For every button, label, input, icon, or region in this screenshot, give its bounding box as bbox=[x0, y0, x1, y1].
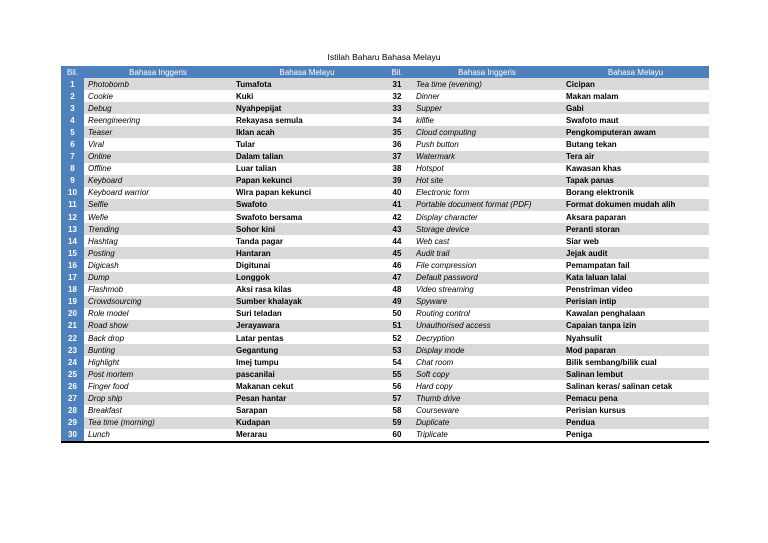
malay-term-right: Perisian kursus bbox=[562, 405, 709, 417]
malay-term-right: Gabi bbox=[562, 102, 709, 114]
table-row bbox=[61, 356, 709, 368]
row-number-left: 13 bbox=[61, 223, 84, 235]
english-term-right: Routing control bbox=[412, 308, 562, 320]
malay-term-left: Gegantung bbox=[232, 344, 382, 356]
table-row bbox=[61, 368, 709, 380]
row-number-left: 23 bbox=[61, 344, 84, 356]
malay-term-left: Iklan acah bbox=[232, 126, 382, 138]
malay-term-left: Merarau bbox=[232, 429, 382, 442]
malay-term-right: Peniga bbox=[562, 429, 709, 442]
header-english-1: Bahasa Inggeris bbox=[84, 66, 232, 78]
row-number-left: 17 bbox=[61, 272, 84, 284]
row-number-right: 52 bbox=[382, 332, 412, 344]
english-term-left: Wefie bbox=[84, 211, 232, 223]
row-number-left: 29 bbox=[61, 417, 84, 429]
english-term-left: Role model bbox=[84, 308, 232, 320]
english-term-right: Display mode bbox=[412, 344, 562, 356]
malay-term-right: Mod paparan bbox=[562, 344, 709, 356]
english-term-left: Keyboard warrior bbox=[84, 187, 232, 199]
malay-term-left: Swafoto bbox=[232, 199, 382, 211]
english-term-left: Breakfast bbox=[84, 405, 232, 417]
row-number-right: 59 bbox=[382, 417, 412, 429]
header-bil-1: Bil. bbox=[61, 66, 84, 78]
row-number-left: 14 bbox=[61, 235, 84, 247]
english-term-right: Hotspot bbox=[412, 163, 562, 175]
table-row bbox=[61, 90, 709, 102]
english-term-right: Thumb drive bbox=[412, 392, 562, 404]
malay-term-right: Swafoto maut bbox=[562, 114, 709, 126]
english-term-right: Cloud computing bbox=[412, 126, 562, 138]
row-number-left: 16 bbox=[61, 259, 84, 271]
row-number-left: 6 bbox=[61, 138, 84, 150]
english-term-left: Flashmob bbox=[84, 284, 232, 296]
english-term-left: Crowdsourcing bbox=[84, 296, 232, 308]
header-malay-2: Bahasa Melayu bbox=[562, 66, 709, 78]
table-row bbox=[61, 380, 709, 392]
english-term-right: File compression bbox=[412, 259, 562, 271]
english-term-left: Cookie bbox=[84, 90, 232, 102]
row-number-left: 7 bbox=[61, 151, 84, 163]
row-number-left: 24 bbox=[61, 356, 84, 368]
malay-term-right: Pemampatan fail bbox=[562, 259, 709, 271]
english-term-right: Tea time (evening) bbox=[412, 78, 562, 90]
table-row bbox=[61, 417, 709, 429]
table-row bbox=[61, 114, 709, 126]
malay-term-right: Kata laluan lalai bbox=[562, 272, 709, 284]
table-row bbox=[61, 405, 709, 417]
header-bil-2: Bil. bbox=[382, 66, 412, 78]
english-term-left: Bunting bbox=[84, 344, 232, 356]
malay-term-left: Sohor kini bbox=[232, 223, 382, 235]
english-term-left: Debug bbox=[84, 102, 232, 114]
english-term-right: Unauthorised access bbox=[412, 320, 562, 332]
malay-term-right: Salinan lembut bbox=[562, 368, 709, 380]
row-number-right: 38 bbox=[382, 163, 412, 175]
english-term-right: Web cast bbox=[412, 235, 562, 247]
malay-term-left: Kuki bbox=[232, 90, 382, 102]
english-term-right: Chat room bbox=[412, 356, 562, 368]
row-number-left: 4 bbox=[61, 114, 84, 126]
row-number-right: 45 bbox=[382, 247, 412, 259]
row-number-right: 47 bbox=[382, 272, 412, 284]
document-title: Istilah Baharu Bahasa Melayu bbox=[327, 52, 441, 62]
table-row bbox=[61, 308, 709, 320]
english-term-right: Dinner bbox=[412, 90, 562, 102]
malay-term-right: Perisian intip bbox=[562, 296, 709, 308]
english-term-left: Dump bbox=[84, 272, 232, 284]
english-term-left: Lunch bbox=[84, 429, 232, 442]
row-number-right: 49 bbox=[382, 296, 412, 308]
malay-term-right: Cicipan bbox=[562, 78, 709, 90]
row-number-left: 15 bbox=[61, 247, 84, 259]
row-number-left: 20 bbox=[61, 308, 84, 320]
malay-term-right: Siar web bbox=[562, 235, 709, 247]
row-number-right: 57 bbox=[382, 392, 412, 404]
table-row bbox=[61, 235, 709, 247]
malay-term-left: Hantaran bbox=[232, 247, 382, 259]
english-term-left: Finger food bbox=[84, 380, 232, 392]
malay-term-right: Jejak audit bbox=[562, 247, 709, 259]
table-row bbox=[61, 296, 709, 308]
malay-term-right: Kawalan penghalaan bbox=[562, 308, 709, 320]
row-number-right: 33 bbox=[382, 102, 412, 114]
malay-term-right: Borang elektronik bbox=[562, 187, 709, 199]
english-term-right: Default password bbox=[412, 272, 562, 284]
english-term-right: Triplicate bbox=[412, 429, 562, 442]
row-number-right: 41 bbox=[382, 199, 412, 211]
malay-term-right: Makan malam bbox=[562, 90, 709, 102]
malay-term-left: Jerayawara bbox=[232, 320, 382, 332]
malay-term-left: Rekayasa semula bbox=[232, 114, 382, 126]
row-number-right: 46 bbox=[382, 259, 412, 271]
table-row bbox=[61, 332, 709, 344]
english-term-left: Drop ship bbox=[84, 392, 232, 404]
row-number-right: 50 bbox=[382, 308, 412, 320]
english-term-left: Tea time (morning) bbox=[84, 417, 232, 429]
english-term-left: Trending bbox=[84, 223, 232, 235]
malay-term-right: Bilik sembang/bilik cual bbox=[562, 356, 709, 368]
malay-term-left: Tumafota bbox=[232, 78, 382, 90]
english-term-right: Storage device bbox=[412, 223, 562, 235]
row-number-right: 58 bbox=[382, 405, 412, 417]
english-term-left: Reengineering bbox=[84, 114, 232, 126]
malay-term-left: Sarapan bbox=[232, 405, 382, 417]
english-term-left: Hashtag bbox=[84, 235, 232, 247]
row-number-left: 25 bbox=[61, 368, 84, 380]
table-row bbox=[61, 163, 709, 175]
row-number-left: 3 bbox=[61, 102, 84, 114]
english-term-left: Teaser bbox=[84, 126, 232, 138]
malay-term-left: Dalam talian bbox=[232, 151, 382, 163]
english-term-right: Hard copy bbox=[412, 380, 562, 392]
table-row bbox=[61, 199, 709, 211]
table-row bbox=[61, 344, 709, 356]
malay-term-left: Nyahpepijat bbox=[232, 102, 382, 114]
english-term-left: Back drop bbox=[84, 332, 232, 344]
malay-term-left: Swafoto bersama bbox=[232, 211, 382, 223]
row-number-right: 36 bbox=[382, 138, 412, 150]
row-number-right: 35 bbox=[382, 126, 412, 138]
table-row bbox=[61, 126, 709, 138]
english-term-right: Portable document format (PDF) bbox=[412, 199, 562, 211]
malay-term-left: Tanda pagar bbox=[232, 235, 382, 247]
malay-term-left: Tular bbox=[232, 138, 382, 150]
english-term-left: Road show bbox=[84, 320, 232, 332]
english-term-right: Audit trail bbox=[412, 247, 562, 259]
table-row bbox=[61, 211, 709, 223]
row-number-left: 27 bbox=[61, 392, 84, 404]
english-term-right: Soft copy bbox=[412, 368, 562, 380]
table-row bbox=[61, 138, 709, 150]
malay-term-left: Aksi rasa kilas bbox=[232, 284, 382, 296]
row-number-left: 26 bbox=[61, 380, 84, 392]
english-term-right: Decryption bbox=[412, 332, 562, 344]
table-row bbox=[61, 320, 709, 332]
english-term-left: Posting bbox=[84, 247, 232, 259]
row-number-left: 11 bbox=[61, 199, 84, 211]
malay-term-left: Papan kekunci bbox=[232, 175, 382, 187]
malay-term-left: pascanilai bbox=[232, 368, 382, 380]
header-row bbox=[61, 66, 709, 78]
row-number-right: 37 bbox=[382, 151, 412, 163]
row-number-right: 56 bbox=[382, 380, 412, 392]
header-malay-1: Bahasa Melayu bbox=[232, 66, 382, 78]
row-number-right: 51 bbox=[382, 320, 412, 332]
malay-term-left: Latar pentas bbox=[232, 332, 382, 344]
table-row bbox=[61, 223, 709, 235]
english-term-right: Watermark bbox=[412, 151, 562, 163]
row-number-left: 30 bbox=[61, 429, 84, 442]
table-row bbox=[61, 429, 709, 442]
row-number-right: 42 bbox=[382, 211, 412, 223]
row-number-right: 34 bbox=[382, 114, 412, 126]
table-row bbox=[61, 151, 709, 163]
malay-term-right: Salinan keras/ salinan cetak bbox=[562, 380, 709, 392]
english-term-left: Digicash bbox=[84, 259, 232, 271]
malay-term-left: Sumber khalayak bbox=[232, 296, 382, 308]
row-number-left: 21 bbox=[61, 320, 84, 332]
malay-term-right: Tapak panas bbox=[562, 175, 709, 187]
row-number-left: 22 bbox=[61, 332, 84, 344]
english-term-left: Post mortem bbox=[84, 368, 232, 380]
english-term-right: Push button bbox=[412, 138, 562, 150]
terms-table bbox=[61, 66, 709, 443]
table-row bbox=[61, 247, 709, 259]
row-number-right: 53 bbox=[382, 344, 412, 356]
english-term-left: Selfie bbox=[84, 199, 232, 211]
malay-term-right: Kawasan khas bbox=[562, 163, 709, 175]
table-row bbox=[61, 259, 709, 271]
row-number-right: 60 bbox=[382, 429, 412, 442]
malay-term-right: Pemacu pena bbox=[562, 392, 709, 404]
row-number-right: 31 bbox=[382, 78, 412, 90]
english-term-right: Spyware bbox=[412, 296, 562, 308]
english-term-right: Duplicate bbox=[412, 417, 562, 429]
malay-term-right: Capaian tanpa izin bbox=[562, 320, 709, 332]
row-number-left: 19 bbox=[61, 296, 84, 308]
row-number-right: 44 bbox=[382, 235, 412, 247]
row-number-right: 40 bbox=[382, 187, 412, 199]
row-number-right: 48 bbox=[382, 284, 412, 296]
malay-term-right: Aksara paparan bbox=[562, 211, 709, 223]
table-row bbox=[61, 187, 709, 199]
english-term-right: Electronic form bbox=[412, 187, 562, 199]
malay-term-left: Suri teladan bbox=[232, 308, 382, 320]
row-number-right: 54 bbox=[382, 356, 412, 368]
malay-term-left: Makanan cekut bbox=[232, 380, 382, 392]
table-row bbox=[61, 78, 709, 90]
malay-term-left: Luar talian bbox=[232, 163, 382, 175]
english-term-left: Keyboard bbox=[84, 175, 232, 187]
malay-term-left: Digitunai bbox=[232, 259, 382, 271]
table-row bbox=[61, 284, 709, 296]
row-number-right: 32 bbox=[382, 90, 412, 102]
english-term-right: Display character bbox=[412, 211, 562, 223]
row-number-left: 28 bbox=[61, 405, 84, 417]
row-number-right: 55 bbox=[382, 368, 412, 380]
malay-term-left: Wira papan kekunci bbox=[232, 187, 382, 199]
row-number-left: 10 bbox=[61, 187, 84, 199]
row-number-right: 43 bbox=[382, 223, 412, 235]
row-number-left: 9 bbox=[61, 175, 84, 187]
english-term-right: Courseware bbox=[412, 405, 562, 417]
english-term-left: Photobomb bbox=[84, 78, 232, 90]
malay-term-right: Pendua bbox=[562, 417, 709, 429]
english-term-left: Online bbox=[84, 151, 232, 163]
table-row bbox=[61, 272, 709, 284]
malay-term-right: Pengkomputeran awam bbox=[562, 126, 709, 138]
english-term-left: Highlight bbox=[84, 356, 232, 368]
english-term-right: Supper bbox=[412, 102, 562, 114]
row-number-left: 8 bbox=[61, 163, 84, 175]
row-number-left: 1 bbox=[61, 78, 84, 90]
malay-term-left: Kudapan bbox=[232, 417, 382, 429]
malay-term-left: Pesan hantar bbox=[232, 392, 382, 404]
table-row bbox=[61, 102, 709, 114]
row-number-left: 18 bbox=[61, 284, 84, 296]
english-term-right: Video streaming bbox=[412, 284, 562, 296]
english-term-right: killfie bbox=[412, 114, 562, 126]
malay-term-right: Peranti storan bbox=[562, 223, 709, 235]
row-number-right: 39 bbox=[382, 175, 412, 187]
malay-term-left: Imej tumpu bbox=[232, 356, 382, 368]
header-english-2: Bahasa Inggeris bbox=[412, 66, 562, 78]
english-term-right: Hot site bbox=[412, 175, 562, 187]
english-term-left: Offline bbox=[84, 163, 232, 175]
row-number-left: 5 bbox=[61, 126, 84, 138]
malay-term-right: Nyahsulit bbox=[562, 332, 709, 344]
malay-term-right: Tera air bbox=[562, 151, 709, 163]
table-row bbox=[61, 175, 709, 187]
table-row bbox=[61, 392, 709, 404]
malay-term-right: Penstriman video bbox=[562, 284, 709, 296]
malay-term-left: Longgok bbox=[232, 272, 382, 284]
row-number-left: 12 bbox=[61, 211, 84, 223]
malay-term-right: Format dokumen mudah alih bbox=[562, 199, 709, 211]
english-term-left: Viral bbox=[84, 138, 232, 150]
row-number-left: 2 bbox=[61, 90, 84, 102]
malay-term-right: Butang tekan bbox=[562, 138, 709, 150]
